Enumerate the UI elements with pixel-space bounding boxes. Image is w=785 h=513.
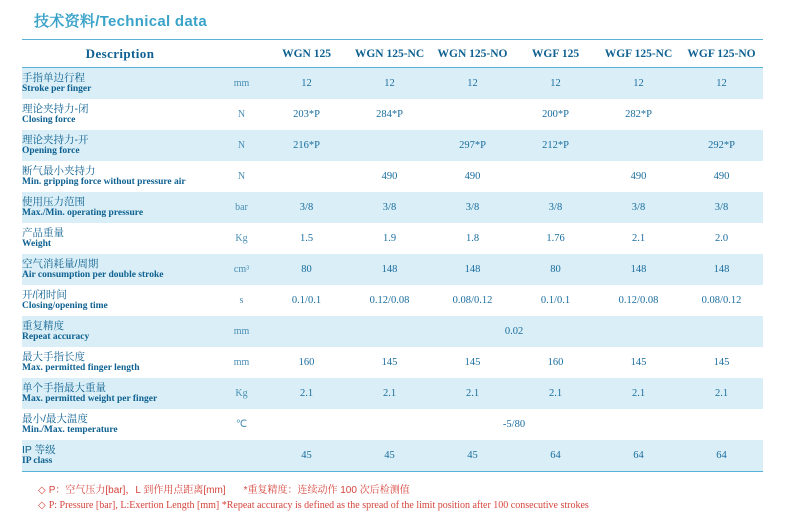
row-description-cn: 使用压力范围 — [22, 195, 85, 208]
table-row — [22, 347, 763, 378]
page-title: 技术资料/Technical data — [34, 13, 207, 30]
row-value: 12 — [716, 77, 727, 89]
row-value: 1.8 — [465, 232, 480, 244]
row-description — [22, 378, 218, 409]
row-value — [597, 130, 680, 161]
row-description — [22, 316, 218, 347]
row-description-cn: 最大手指长度 — [22, 350, 85, 363]
footnote-english — [22, 498, 763, 513]
row-description-cn: IP 等级 — [22, 443, 56, 456]
row-description-en: Max. permitted finger length — [22, 362, 140, 373]
table-row — [22, 192, 763, 223]
row-value: 148 — [630, 263, 647, 275]
row-description — [22, 223, 218, 254]
row-description-en: Max./Min. operating pressure — [22, 207, 144, 218]
row-value: 3/8 — [714, 201, 729, 213]
column-header-wgn125-nc: WGN 125-NC — [348, 40, 431, 68]
row-description-en: Min./Max. temperature — [22, 424, 118, 435]
row-description-cn: 手指单边行程 — [22, 71, 85, 84]
row-description — [22, 130, 218, 161]
table-body — [22, 68, 763, 471]
table-header-row — [22, 40, 763, 68]
row-value: 160 — [298, 356, 315, 368]
column-header-description: Description — [22, 40, 218, 68]
table-row — [22, 316, 763, 347]
row-description-cn: 空气消耗量/周期 — [22, 257, 99, 270]
row-value: 3/8 — [382, 201, 397, 213]
footnote-english-text: P: Pressure [bar], L:Exertion Length [mm] *Repeat accuracy is defined as the spread of the limit position after 100 consecutive strokes — [48, 499, 589, 511]
column-header-wgn125: WGN 125 — [265, 40, 348, 68]
row-description-en: Air consumption per double stroke — [22, 269, 164, 280]
row-description-cn: 重复精度 — [22, 319, 64, 332]
row-value: 2.1 — [548, 387, 563, 399]
row-value: 1.9 — [382, 232, 397, 244]
table-row — [22, 68, 763, 99]
diamond-icon: ◇ — [38, 484, 46, 496]
table-header — [22, 40, 763, 68]
row-value: 490 — [630, 170, 647, 182]
row-value: 3/8 — [631, 201, 646, 213]
footnote-chinese-a: P：空气压力[bar]，L 到作用点距离[mm] — [48, 484, 226, 496]
technical-data-table — [22, 39, 763, 471]
row-value: 490 — [713, 170, 730, 182]
row-value: 145 — [630, 356, 647, 368]
table-row — [22, 130, 763, 161]
row-value: 3/8 — [299, 201, 314, 213]
footnotes — [22, 472, 763, 513]
row-value: 292*P — [708, 139, 735, 151]
row-value: 80 — [301, 263, 312, 275]
row-description — [22, 99, 218, 130]
row-value — [680, 99, 763, 130]
row-description — [22, 254, 218, 285]
row-value: 0.1/0.1 — [540, 294, 571, 306]
row-value: 64 — [633, 449, 644, 461]
row-value: 0.08/0.12 — [701, 294, 742, 306]
row-description-cn: 理论夹持力-闭 — [22, 102, 89, 115]
row-description-cn: 单个手指最大重量 — [22, 381, 106, 394]
row-value-merged: -5/80 — [502, 418, 526, 430]
row-value: 0.08/0.12 — [452, 294, 493, 306]
row-value: 2.1 — [714, 387, 729, 399]
row-description-en: Opening force — [22, 145, 80, 156]
row-value: 2.0 — [714, 232, 729, 244]
row-unit: Kg — [235, 232, 248, 244]
row-value: 45 — [384, 449, 395, 461]
row-description — [22, 192, 218, 223]
row-description — [22, 161, 218, 192]
row-value: 297*P — [459, 139, 486, 151]
row-value: 145 — [381, 356, 398, 368]
column-header-wgf125-nc: WGF 125-NC — [597, 40, 680, 68]
row-description — [22, 409, 218, 440]
row-value: 490 — [381, 170, 398, 182]
row-description-en: Closing/opening time — [22, 300, 108, 311]
row-value: 282*P — [625, 108, 652, 120]
row-unit: N — [237, 170, 246, 182]
row-description-en: Weight — [22, 238, 52, 249]
row-description-en: Min. gripping force without pressure air — [22, 176, 186, 187]
row-value: 64 — [550, 449, 561, 461]
table-row — [22, 161, 763, 192]
row-description-en: IP class — [22, 455, 53, 466]
row-unit: mm — [233, 325, 250, 337]
row-value — [265, 161, 348, 192]
row-unit: N — [237, 108, 246, 120]
row-value: 2.1 — [631, 387, 646, 399]
row-description-en: Repeat accuracy — [22, 331, 90, 342]
row-value — [348, 130, 431, 161]
row-value: 45 — [467, 449, 478, 461]
row-unit: cm³ — [233, 263, 250, 275]
row-description — [22, 68, 218, 99]
row-value: 80 — [550, 263, 561, 275]
row-value: 12 — [384, 77, 395, 89]
row-description-en: Max. permitted weight per finger — [22, 393, 158, 404]
row-description-cn: 最小/最大温度 — [22, 412, 88, 425]
row-unit: bar — [235, 201, 248, 213]
row-value: 145 — [464, 356, 481, 368]
row-value: 0.1/0.1 — [291, 294, 322, 306]
row-value: 148 — [713, 263, 730, 275]
table-row — [22, 254, 763, 285]
row-value: 2.1 — [631, 232, 646, 244]
column-header-wgf125-no: WGF 125-NO — [680, 40, 763, 68]
row-description — [22, 285, 218, 316]
row-description-en: Closing force — [22, 114, 76, 125]
diamond-icon-2: ◇ — [38, 499, 46, 511]
table-row — [22, 378, 763, 409]
row-value: 12 — [550, 77, 561, 89]
table-row — [22, 223, 763, 254]
row-description-cn: 断气最小夹持力 — [22, 164, 96, 177]
row-value: 2.1 — [299, 387, 314, 399]
row-value: 2.1 — [465, 387, 480, 399]
row-value: 203*P — [293, 108, 320, 120]
row-value: 3/8 — [548, 201, 563, 213]
table-row — [22, 285, 763, 316]
row-value: 1.76 — [546, 232, 565, 244]
row-value: 1.5 — [299, 232, 314, 244]
row-value: 0.12/0.08 — [618, 294, 659, 306]
footnote-chinese-b: *重复精度：连续动作 100 次后检测值 — [243, 484, 410, 496]
table-row — [22, 99, 763, 130]
row-value: 148 — [464, 263, 481, 275]
row-value — [514, 161, 597, 192]
row-value: 284*P — [376, 108, 403, 120]
row-value: 148 — [381, 263, 398, 275]
row-description-en: Stroke per finger — [22, 83, 92, 94]
row-value: 490 — [464, 170, 481, 182]
row-value: 12 — [633, 77, 644, 89]
row-value: 2.1 — [382, 387, 397, 399]
row-value: 212*P — [542, 139, 569, 151]
row-value — [431, 99, 514, 130]
row-description — [22, 347, 218, 378]
row-value: 0.12/0.08 — [369, 294, 410, 306]
row-unit: Kg — [235, 387, 248, 399]
column-header-wgf125: WGF 125 — [514, 40, 597, 68]
column-header-wgn125-no: WGN 125-NO — [431, 40, 514, 68]
table-row — [22, 440, 763, 471]
row-unit: s — [239, 294, 244, 306]
row-description-cn: 开/闭时间 — [22, 288, 67, 301]
row-value: 160 — [547, 356, 564, 368]
row-value: 12 — [301, 77, 312, 89]
column-header-unit — [218, 40, 265, 68]
table-row — [22, 409, 763, 440]
row-value: 3/8 — [465, 201, 480, 213]
row-description-cn: 理论夹持力-开 — [22, 133, 89, 146]
row-value: 12 — [467, 77, 478, 89]
row-unit: ℃ — [235, 418, 248, 430]
footnote-chinese — [22, 479, 763, 498]
row-description — [22, 440, 218, 471]
row-unit: mm — [233, 356, 250, 368]
row-description-cn: 产品重量 — [22, 226, 64, 239]
row-value: 145 — [713, 356, 730, 368]
row-value: 216*P — [293, 139, 320, 151]
row-unit — [218, 440, 265, 471]
row-value-merged: 0.02 — [504, 325, 524, 337]
row-value: 64 — [716, 449, 727, 461]
row-unit: mm — [233, 77, 250, 89]
row-value: 45 — [301, 449, 312, 461]
row-unit: N — [237, 139, 246, 151]
row-value: 200*P — [542, 108, 569, 120]
